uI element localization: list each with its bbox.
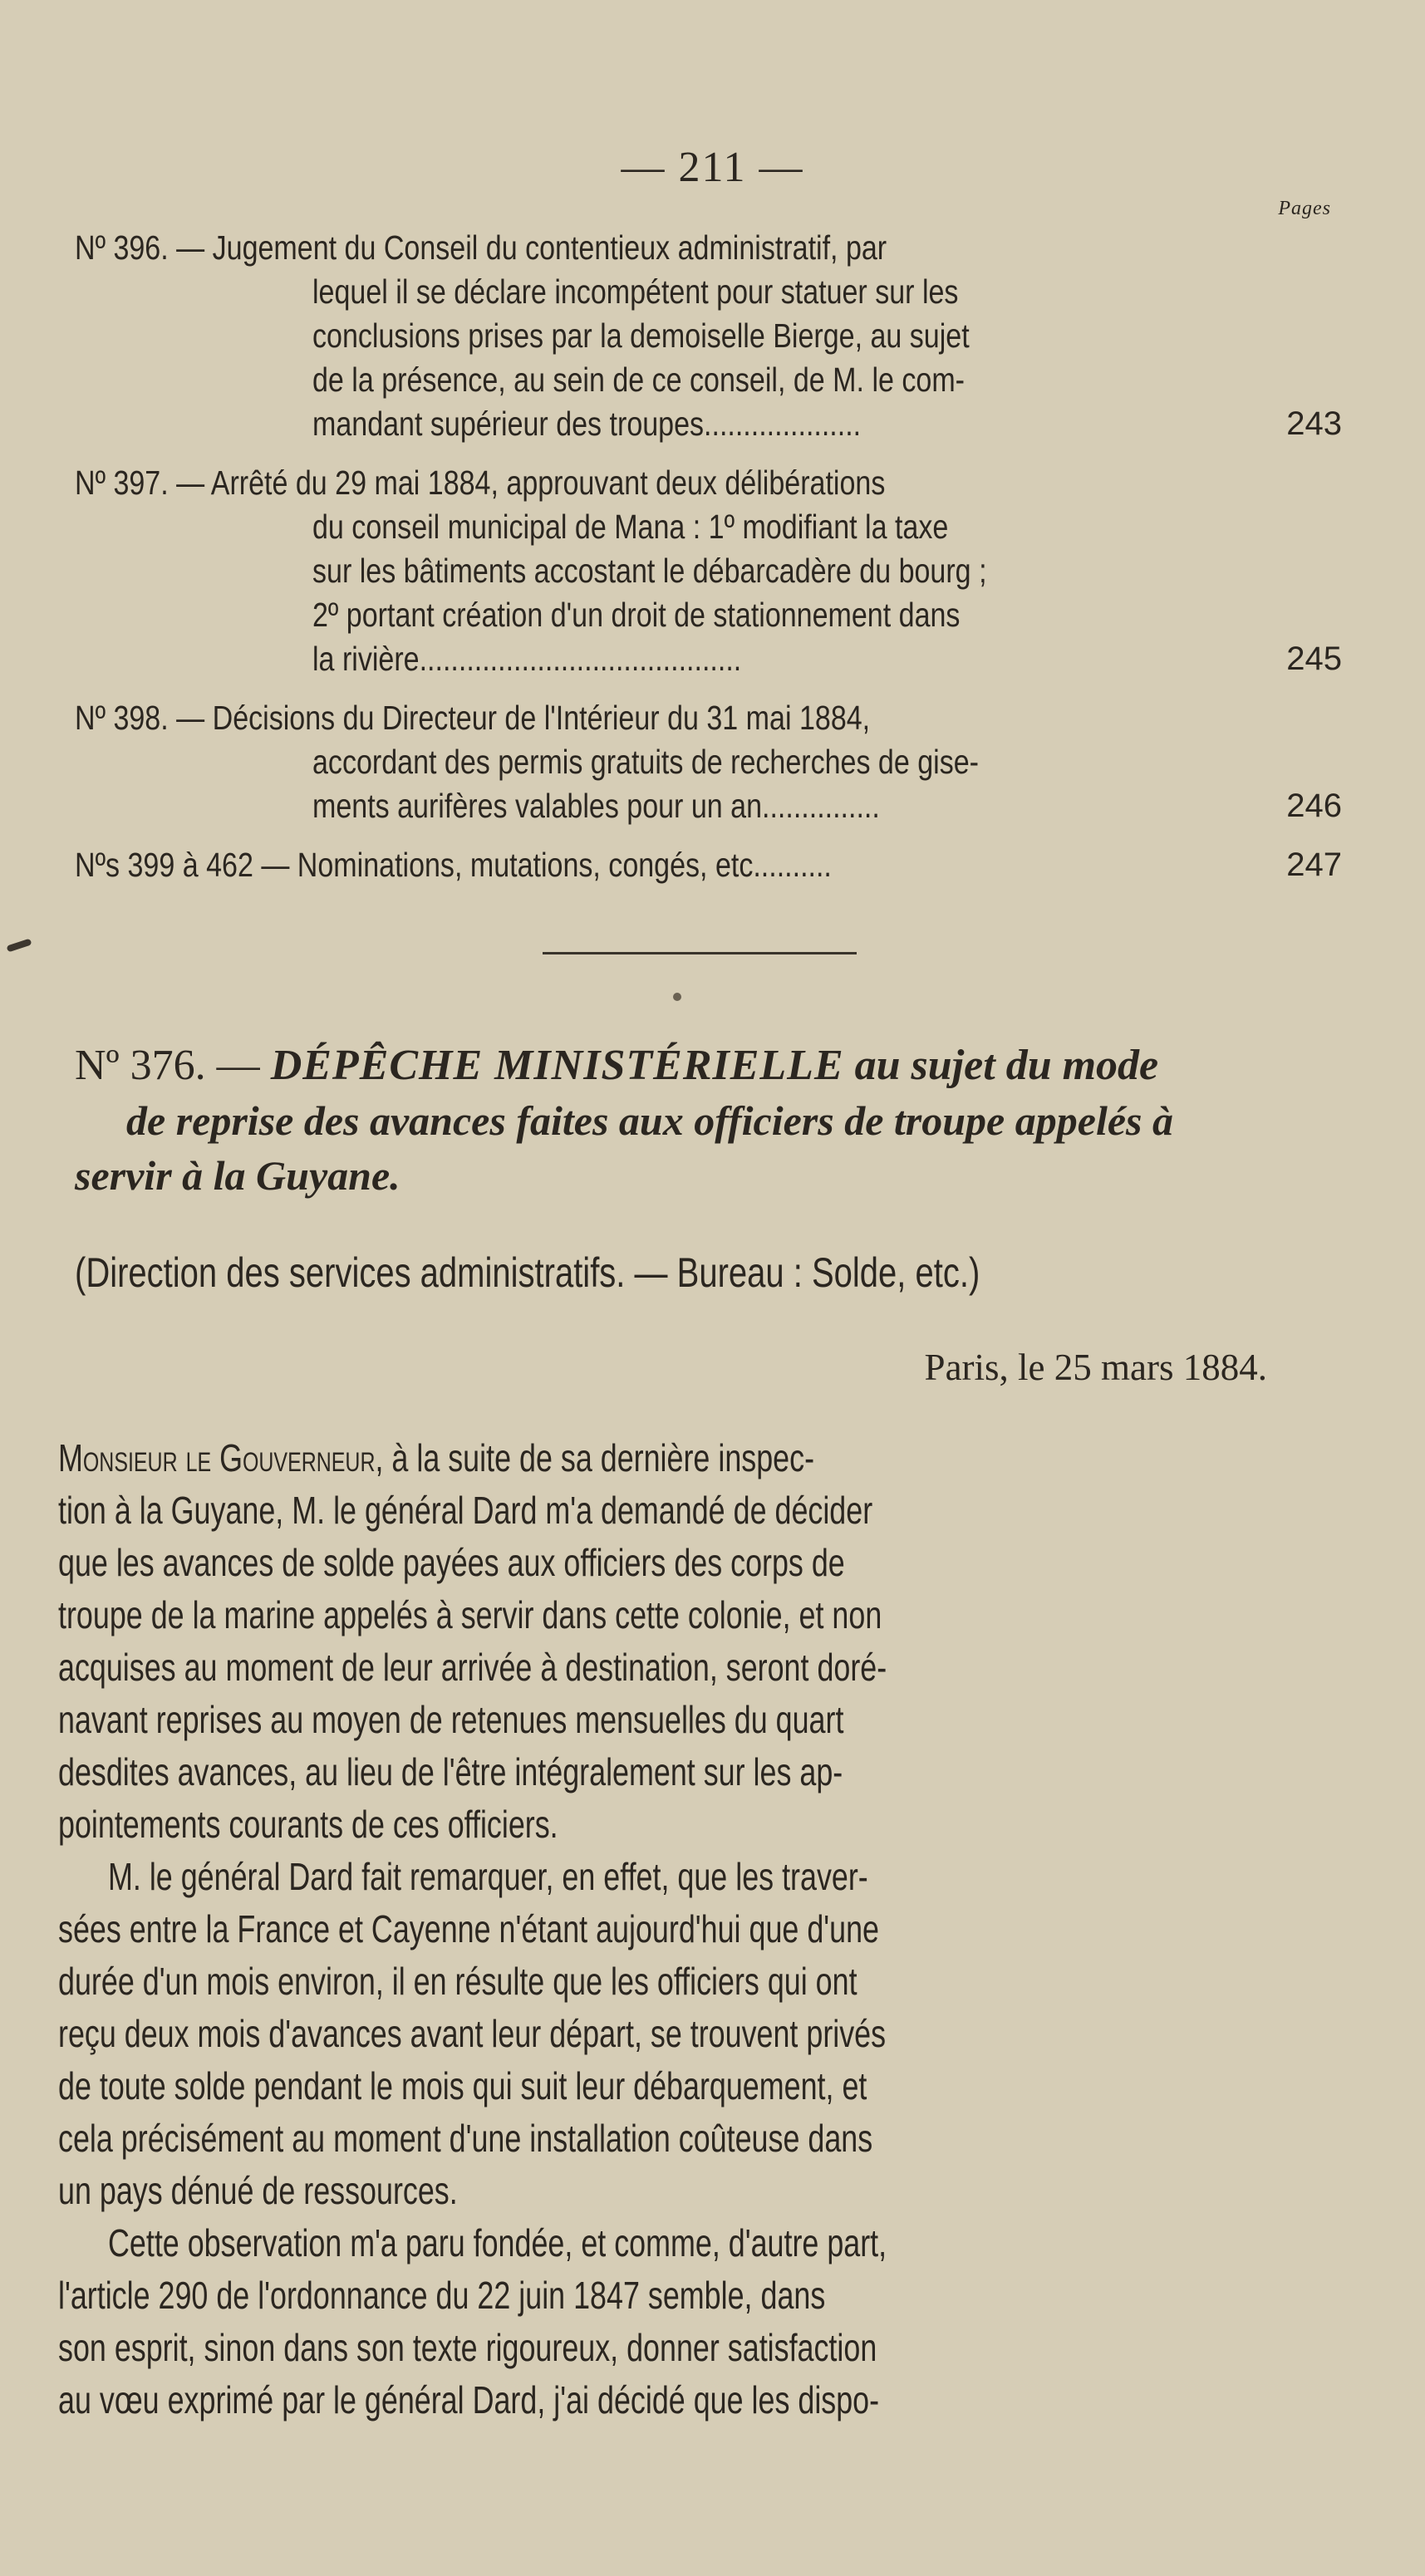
body-line: cela précisément au moment d'une installation coûteuse dans bbox=[58, 2117, 873, 2160]
toc-entry-398 bbox=[75, 696, 1342, 828]
toc-line: Nº 398. — Décisions du Directeur de l'Intérieur du 31 mai 1884, bbox=[75, 699, 871, 737]
issuing-office: (Direction des services administratifs. — Bureau : Solde, etc.) bbox=[75, 1249, 980, 1296]
toc-line: Nº 397. — Arrêté du 29 mai 1884, approuvant deux délibérations bbox=[75, 464, 886, 502]
toc-line: de la présence, au sein de ce conseil, de M. le com- bbox=[312, 361, 966, 399]
page-number: — 211 — bbox=[621, 144, 804, 191]
salutation: Monsieur le Gouverneur, bbox=[58, 1436, 384, 1479]
document-subject: au sujet du mode bbox=[854, 1042, 1159, 1089]
toc-line: 2º portant création d'un droit de stationnement dans bbox=[312, 596, 961, 634]
toc-page-number: 243 bbox=[1286, 405, 1342, 442]
body-line: au vœu exprimé par le général Dard, j'ai décidé que les dispo- bbox=[58, 2378, 880, 2421]
toc-entry-399-462 bbox=[75, 843, 1342, 887]
toc-line: conclusions prises par la demoiselle Bierge, au sujet bbox=[312, 316, 970, 355]
toc-entry-397 bbox=[75, 461, 1342, 681]
document-number: Nº 376. — bbox=[75, 1042, 260, 1089]
toc-line: ments aurifères valables pour un an............... bbox=[312, 787, 880, 825]
toc-page-number: 247 bbox=[1286, 846, 1342, 883]
table-of-contents bbox=[75, 226, 1342, 902]
body-line: desdites avances, au lieu de l'être intégralement sur les ap- bbox=[58, 1750, 843, 1793]
ink-mark bbox=[6, 939, 32, 953]
toc-line: sur les bâtiments accostant le débarcadère du bourg ; bbox=[312, 552, 987, 590]
body-line: durée d'un mois environ, il en résulte que les officiers qui ont bbox=[58, 1960, 857, 2003]
body-line: sées entre la France et Cayenne n'étant aujourd'hui que d'une bbox=[58, 1907, 880, 1950]
body-line: son esprit, sinon dans son texte rigoureux, donner satisfaction bbox=[58, 2326, 877, 2369]
body-line: pointements courants de ces officiers. bbox=[58, 1803, 558, 1846]
body-line: Monsieur le Gouverneur, à la suite de sa dernière inspec- bbox=[58, 1436, 815, 1479]
letter-body bbox=[58, 1432, 1338, 2426]
body-line: tion à la Guyane, M. le général Dard m'a demandé de décider bbox=[58, 1489, 873, 1532]
toc-page-number: 245 bbox=[1286, 640, 1342, 677]
ink-dot bbox=[673, 993, 681, 1001]
pages-column-label: Pages bbox=[1278, 198, 1331, 219]
body-line: un pays dénué de ressources. bbox=[58, 2169, 458, 2212]
toc-line: accordant des permis gratuits de recherches de gise- bbox=[312, 743, 980, 781]
dateline: Paris, le 25 mars 1884. bbox=[924, 1347, 1267, 1388]
heading-line-3: servir à la Guyane. bbox=[75, 1152, 400, 1199]
toc-page-number: 246 bbox=[1286, 788, 1342, 824]
section-divider bbox=[543, 952, 857, 954]
document-heading bbox=[75, 1038, 1342, 1203]
body-line: l'article 290 de l'ordonnance du 22 juin 1847 semble, dans bbox=[58, 2274, 826, 2317]
body-line: de toute solde pendant le mois qui suit leur débarquement, et bbox=[58, 2064, 867, 2107]
toc-line: du conseil municipal de Mana : 1º modifiant la taxe bbox=[312, 508, 949, 546]
toc-line: Nº 396. — Jugement du Conseil du contentieux administratif, par bbox=[75, 228, 887, 267]
body-line: navant reprises au moyen de retenues mensuelles du quart bbox=[58, 1698, 844, 1741]
toc-line: lequel il se déclare incompétent pour statuer sur les bbox=[312, 272, 959, 311]
toc-line: la rivière......................................... bbox=[312, 640, 742, 678]
body-line: troupe de la marine appelés à servir dans cette colonie, et non bbox=[58, 1593, 882, 1636]
toc-line: Nºs 399 à 462 — Nominations, mutations, congés, etc.......... bbox=[75, 846, 832, 884]
toc-line: mandant supérieur des troupes.................... bbox=[312, 405, 862, 443]
heading-line-1 bbox=[75, 1038, 1342, 1093]
body-line: que les avances de solde payées aux officiers des corps de bbox=[58, 1541, 845, 1584]
heading-line-2: de reprise des avances faites aux officiers de troupe appelés à bbox=[126, 1097, 1173, 1144]
body-line: acquises au moment de leur arrivée à destination, seront doré- bbox=[58, 1646, 887, 1689]
toc-entry-396 bbox=[75, 226, 1342, 446]
body-line: reçu deux mois d'avances avant leur départ, se trouvent privés bbox=[58, 2012, 887, 2055]
body-line: M. le général Dard fait remarquer, en effet, que les traver- bbox=[108, 1855, 868, 1898]
document-title: DÉPÊCHE MINISTÉRIELLE bbox=[270, 1042, 844, 1089]
body-line: Cette observation m'a paru fondée, et comme, d'autre part, bbox=[108, 2221, 887, 2264]
